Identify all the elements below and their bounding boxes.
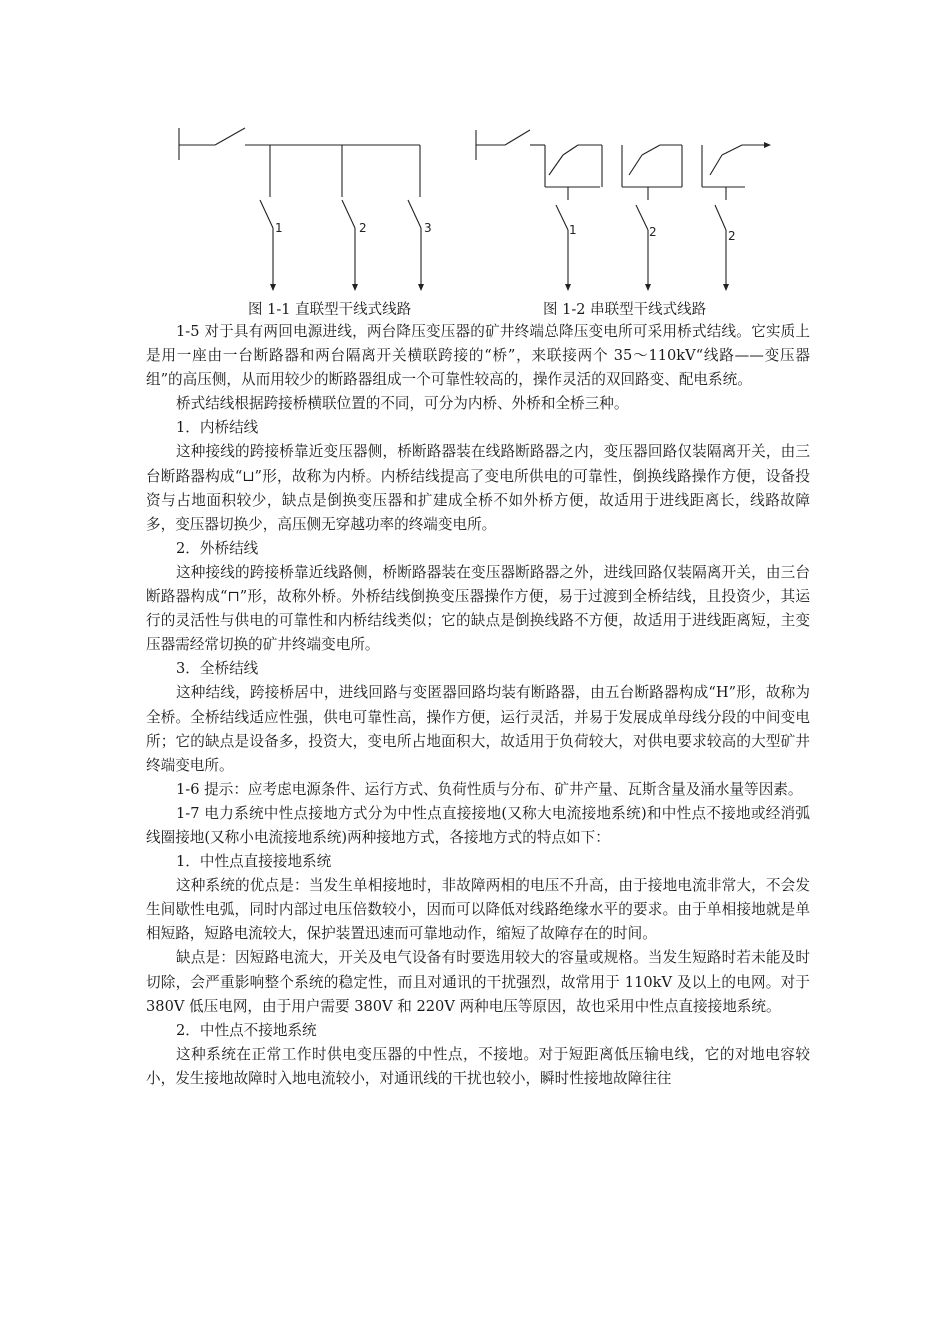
body-text (146, 320, 810, 1091)
paragraph: 这种接线的跨接桥靠近线路侧，桥断路器装在变压器断路器之外，进线回路仅装隔离开关，由三台断路器构成“⊓”形，故称外桥。外桥结线倒换变压器操作方便，易于过渡到全桥结线，且投资少，其运行的灵活性与供电的可靠性和内桥结线类似；它的缺点是倒换线路不方便，故适用于进线距离短，主变压器需经常切换的矿井终端变电所。 (146, 563, 810, 654)
section-heading: 1．中性点直接接地系统 (176, 853, 332, 871)
section-heading: 2．外桥结线 (176, 539, 259, 557)
section-heading: 3．全桥结线 (176, 660, 259, 678)
branch-label: 3 (424, 221, 432, 235)
paragraph: 1-7 电力系统中性点接地方式分为中性点直接接地(又称大电流接地系统)和中性点不接地或经消弧线圈接地(又称小电流接地系统)两种接地方式，各接地方式的特点如下： (146, 804, 810, 846)
paragraph: 1-5 对于具有两回电源进线，两台降压变压器的矿井终端总降压变电所可采用桥式结线。它实质上是用一座由一台断路器和两台隔离开关横联跨接的“桥”，来联接两个 35～110kV“线路——变压器组”的高压侧，从而用较少的断路器组成一个可靠性较高的，操作灵活的双回路变、配电系统。 (146, 323, 810, 389)
branch-label: 1 (275, 221, 283, 235)
figure-1-1-diagram (179, 128, 421, 290)
circuit-diagrams (0, 0, 950, 330)
paragraph: 这种系统的优点是：当发生单相接地时，非故障两相的电压不升高，由于接地电流非常大，不会发生间歇性电弧，同时内部过电压倍数较小，因而可以降低对线路绝缘水平的要求。由于单相接地就是单相短路，短路电流较大，保护装置迅速而可靠地动作，缩短了故障存在的时间。 (146, 877, 810, 943)
paragraph: 桥式结线根据跨接桥横联位置的不同，可分为内桥、外桥和全桥三种。 (176, 395, 629, 413)
figure-caption: 图 1-1 直联型干线式线路 (248, 302, 412, 318)
paragraph: 缺点是：因短路电流大，开关及电气设备有时要选用较大的容量或规格。当发生短路时若未能及时切除，会严重影响整个系统的稳定性，而且对通讯的干扰强烈，故常用于 110kV 及以上的电网。对于 380V 低压电网，由于用户需要 380V 和 220V 两种电压等原因，故也采用中性点直接接地系统。 (146, 949, 810, 1015)
paragraph: 1-6 提示：应考虑电源条件、运行方式、负荷性质与分布、矿井产量、瓦斯含量及涌水量等因素。 (176, 780, 803, 798)
figure-caption: 图 1-2 串联型干线式线路 (543, 302, 707, 318)
branch-label: 2 (728, 229, 736, 243)
paragraph: 这种系统在正常工作时供电变压器的中性点，不接地。对于短距离低压输电线，它的对地电容较小，发生接地故障时入地电流较小，对通讯线的干扰也较小，瞬时性接地故障往往 (146, 1045, 810, 1087)
paragraph: 这种结线，跨接桥居中，进线回路与变匿器回路均装有断路器，由五台断路器构成“H”形，故称为全桥。全桥结线适应性强，供电可靠性高，操作方便，运行灵活，并易于发展成单母线分段的中间变电所；它的缺点是设备多，投资大，变电所占地面积大，故适用于负荷较大，对供电要求较高的大型矿井终端变电所。 (146, 684, 810, 774)
section-heading: 2．中性点不接地系统 (176, 1021, 317, 1039)
branch-label: 2 (649, 225, 657, 239)
figure-captions (0, 298, 950, 320)
figure-1-2-diagram (476, 130, 770, 290)
paragraph: 这种接线的跨接桥靠近变压器侧，桥断路器装在线路断路器之内，变压器回路仅装隔离开关，由三台断路器构成“⊔”形，故称为内桥。内桥结线提高了变电所供电的可靠性，倒换线路操作方便，设备投资与占地面积较少，缺点是倒换变压器和扩建成全桥不如外桥方便，故适用于进线距离长，线路故障多，变压器切换少，高压侧无穿越功率的终端变电所。 (146, 443, 810, 533)
branch-label: 2 (359, 221, 367, 235)
branch-label: 1 (569, 223, 577, 237)
section-heading: 1．内桥结线 (176, 419, 259, 437)
